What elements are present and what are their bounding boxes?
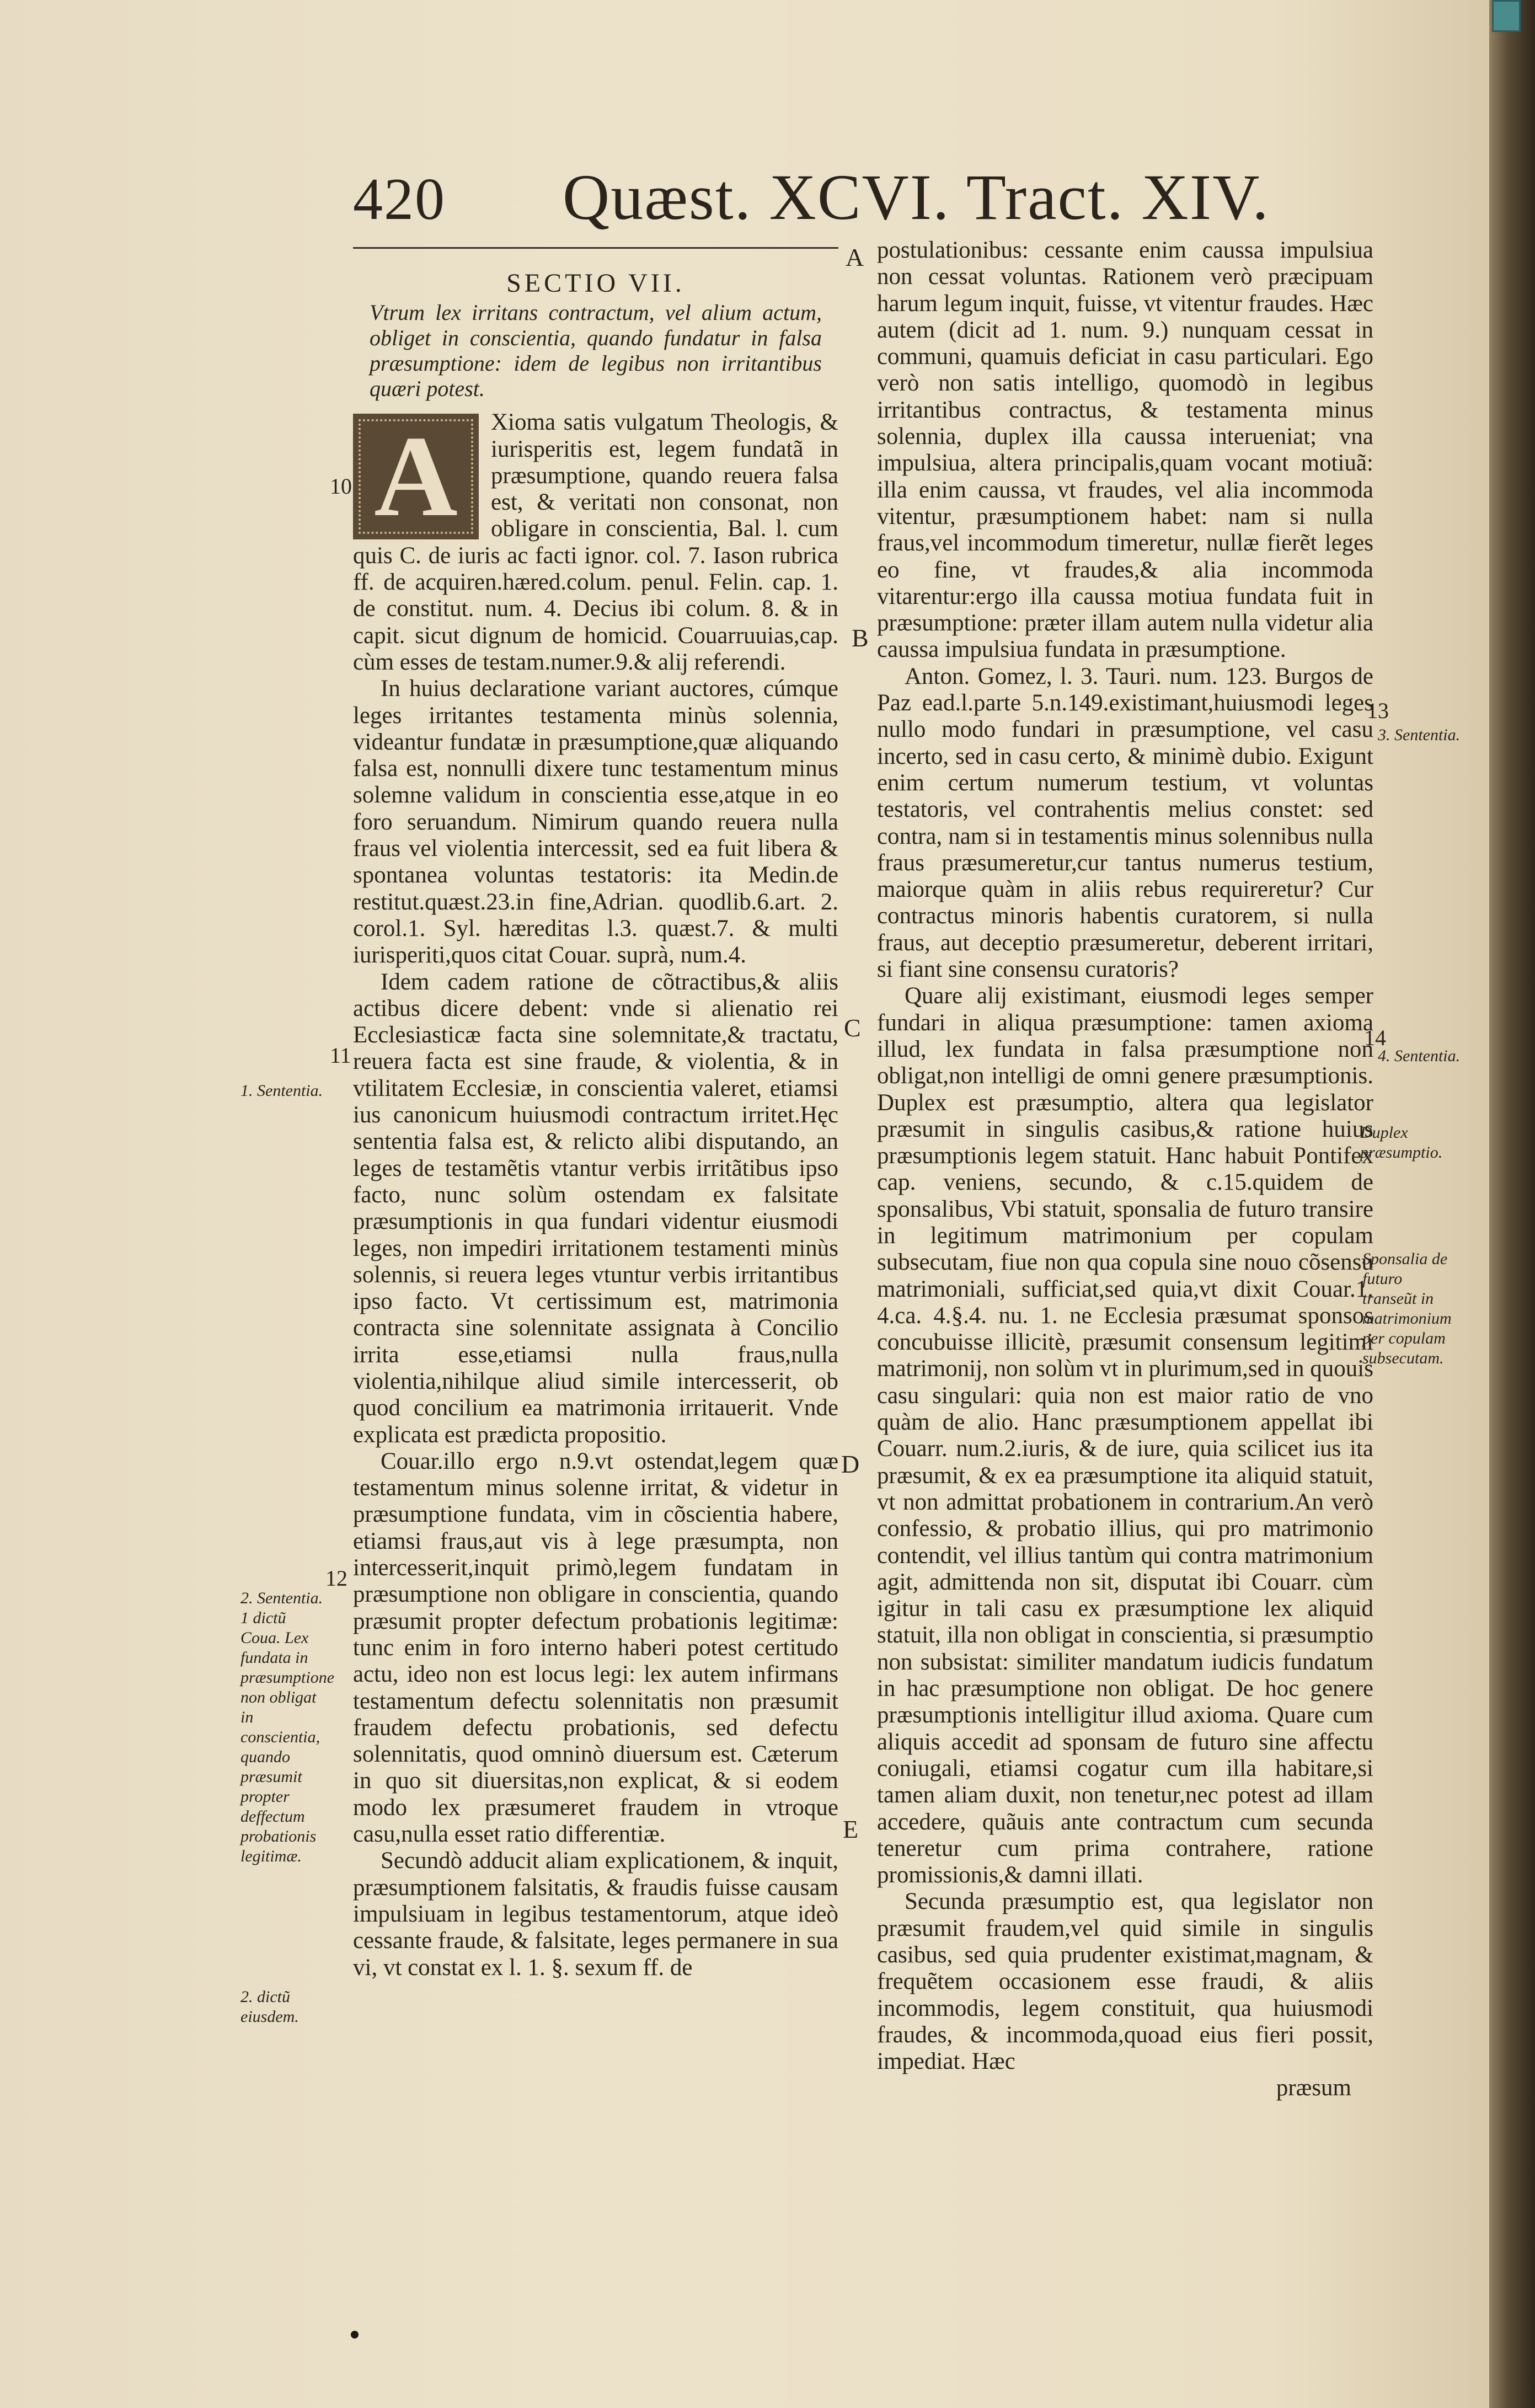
paragraph: Anton. Gomez, l. 3. Tauri. num. 123. Burgos de Paz ead.l.parte 5.n.149.existimant,huiusmodi leges nullo modo fundari in præsumptione, vel casu incerto, sed in casu certo, & minimè dubio. Exigunt enim certum numerum testium, vt voluntas testatoris, vel contrahentis melius constet: sed contra, nam si in testamentis minus solennibus nulla fraus præsumeretur,cur tantus numerus testium, maiorque quàm in aliis rebus requireretur? Cur contractus minoris habentis curatorem, si nulla fraus, aut deceptio præsumeretur, deberent irritari, si fiant sine consensu curatoris? [877, 663, 1373, 983]
margin-note-sponsalia: Sponsalia de futuro transeũt in matrimonium per copulam subsecutam. [1362, 1250, 1452, 1367]
axioma-text: Xioma satis vulgatum Theologis, & iurisperitis est, legem fundatã in præsumptione, quando reuera falsa est, & veritati non consonat, non obligare in conscientia, Bal. l. cum quis C. de iuris ac facti ignor. col. 7. Iason rubrica ff. de acquiren.hæred.colum. penul. Felin. cap. 1. de constitut. num. 4. Decius ibi colum. 8. & in capit. sicut dignum de homicid. Couarruuias,cap. cùm esses de testam.numer.9.& alij referendi. [353, 409, 838, 675]
margin-note-sententia-4: 4. Sententia. [1378, 1047, 1461, 1065]
paragraph-number-12: 12 [325, 1566, 347, 1591]
paragraph: Idem cadem ratione de cõtractibus,& aliis actibus dicere debent: vnde si alienatio rei Ecclesiasticæ facta sine solemnitate,& tractatu, reuera facta est sine fraude, & violentia, & in vtilitatem Ecclesiæ, in conscientia valeret, etiamsi ius canonicum huiusmodi contractum irritet.Hęc sententia falsa est, & relicto alibi disputando, an leges de testamẽtis vtantur verbis irritãtibus ipso facto, nunc solùm ostendam ex falsitate præsumptionis in qua fundari videntur eiusmodi leges, non impediri irritationem testamenti minùs solennis, si reuera leges vtuntur verbis irritantibus ipso facto. Vt certissimum est, matrimonia contracta sine solennitate assignata à Concilio irrita esse,etiamsi nulla fraus,nulla violentia,nihilque aliud simile intercesserit, ob quod concilium ea matrimonia irritauerit. Vnde explicata est prædicta propositio. [353, 968, 838, 1448]
paragraph-number-10: 10 [330, 474, 352, 499]
paragraph-axioma [353, 409, 838, 676]
header-rule [353, 247, 838, 249]
margin-letter-b: B [852, 624, 869, 652]
column-right [877, 237, 1373, 2102]
paragraph: Couar.illo ergo n.9.vt ostendat,legem quæ testamentum minus solenne irritat, & videtur in præsumptione fundata, vim in cõscientia habere, etiamsi fraus,aut vis à lege præsumpta, non intercesserit,inquit primò,legem fundatam in præsumptione non obligare in conscientia, quando præsumit propter defectum probationis legitimæ: tunc enim in foro interno haberi potest certitudo actu, ideo non est locus legi: lex autem infirmans testamentum defectu solennitatis non præsumit fraudem defectu probationis, sed defectu solennitatis, quod omninò diuersum est. Cæterum in quo sit diuersitas,non explicat, & si eodem modo lex præsumeret fraudem in vtroque casu,nulla esset ratio differentiæ. [353, 1448, 838, 1848]
margin-letter-e: E [843, 1815, 859, 1843]
margin-note-sententia-3: 3. Sententia. [1378, 726, 1461, 744]
catchword: præsum [1276, 2075, 1351, 2101]
paragraph: Quare alij existimant, eiusmodi leges semper fundari in aliqua præsumptione: tamen axioma illud, lex fundata in falsa præsumptione non obligat,non intelligi de omni genere præsumptionis. Duplex est præsumptio, altera qua legislator præsumit in singulis casibus,& ratione huius præsumptionis legem statuit. Hanc habuit Pontifex cap. veniens, secundo, & c.15.quidem de sponsalibus, Vbi statuit, sponsalia de futuro transire in legitimum matrimonium per copulam subsecutam, fiue non qua copula sine nouo cõsensu matrimoniali, sufficiat,sed quia,vt dixit Couar.1. 4.ca. 4.§.4. nu. 1. ne Ecclesia præsumat sponsos concubuisse illicitè, præsumit consensum legitimi matrimonij, non solùm vt in plurimum,sed in quouis casu singulari: quia non est maior ratio de vno quàm de alio. Hanc præsumptionem appellat ibi Couarr. num.2.iuris, & de iure, quia scilicet ius ita præsumit, & ex ea præsumptione ita aliquid statuit, vt non admittat probationem in contrarium.An verò confessio, & probatio illius, qui pro matrimonio contendit, vel illius tantùm qui contra matrimonium agit, admittenda non sit, disputat ibi Couarr. cùm igitur in tali casu ex præsumptione lex aliquid statuit, illa non obligat in conscientia, si præsumptio non subsistat: similiter mandatum iudicis fundatum in hac præsumptione non obligat. De hoc genere præsumptionis intelligitur illud axioma. Quare cum aliquis accedit ad sponsam de futuro sine affectu coniugali, etiamsi cogatur cum illa habitare,si tamen aliam duxit, non tenetur,nec potest ad illam accedere, quãuis ante contractum cum secunda teneretur cum prima contrahere, ratione promissionis,& damni illati. [877, 983, 1373, 1888]
ink-dot [351, 2331, 359, 2339]
margin-note-duplex: Duplex præsumptio. [1360, 1123, 1443, 1162]
book-spine [1489, 0, 1535, 2408]
paragraph-number-11: 11 [330, 1043, 351, 1068]
margin-letter-a: A [846, 243, 864, 271]
paragraph: In huius declaratione variant auctores, cúmque leges irritantes testamenta minùs solennia, videantur fundatæ in præsumptione,quæ aliquando falsa est, nonnulli dixere tunc testamentum minus solemne validum in conscientia esse,atque in eo foro seruandum. Nimirum quando reuera nulla fraus vel violentia intercessit, sed ea fuit libera & spontanea voluntas testatoris: ita Medin.de restitut.quæst.23.in fine,Adrian. quodlib.6.art. 2. corol.1. Syl. hæreditas l.3. quæst.7. & multi iurisperiti,quos citat Couar. suprà, num.4. [353, 676, 838, 968]
paragraph: Secunda præsumptio est, qua legislator non præsumit fraudem,vel quid simile in singulis casibus, sed quia prudenter existimat,magnam, & frequẽtem occasionem esse fraudi, & aliis incommodis, legem constituit, qua huiusmodi fraudes, & incommoda,quoad eius fieri possit, impediat. Hæc [877, 1888, 1373, 2075]
margin-letter-c: C [844, 1014, 861, 1042]
section-question: Vtrum lex irritans contractum, vel alium actum, obliget in conscientia, quando fundatur in falsa præsumptione: idem de legibus non irritantibus quæri potest. [370, 300, 822, 402]
running-title: Quæst. XCVI. Tract. XIV. [563, 161, 1270, 233]
page-number: 420 [353, 167, 446, 232]
paragraph: Secundò adducit aliam explicationem, & inquit, præsumptionem falsitatis, & fraudis fuisse causam impulsiuam in legibus testamentorum, atque ideò cessante fraude, & falsitate, leges permanere in sua vi, vt constat ex l. 1. §. sexum ff. de [353, 1848, 838, 1981]
column-left [353, 259, 838, 1981]
margin-letter-d: D [841, 1450, 860, 1478]
dropcap-initial: A [353, 414, 479, 539]
margin-note-sententia-2: 2. Sententia. 1 dictũ Coua. Lex fundata in præsumptione non obligat in conscientia, quando præsumit propter deffectum probationis legitimæ. [240, 1589, 335, 1865]
paragraph-number-13: 13 [1367, 698, 1389, 723]
page-clip [1492, 0, 1521, 32]
paragraph-number-14: 14 [1364, 1025, 1386, 1050]
section-title: SECTIO VII. [506, 269, 685, 298]
paragraph: postulationibus: cessante enim caussa impulsiua non cessat voluntas. Rationem verò præcipuam harum legum inquit, fuisse, vt vitentur fraudes. Hæc autem (dicit ad 1. num. 9.) nunquam cessat in communi, quamuis deficiat in casu particulari. Ego verò non satis intelligo, quomodò in legibus irritantibus contractus, & testamenta minus solennia, duplex illa caussa interueniat; vna impulsiua, altera principalis,quam vocant motiuã: illa enim caussa, vt fraudes, vel alia incommoda vitentur, præsumptionem habet: nam si nulla fraus,vel incommodum timeretur, nullæ fierẽt leges eo fine, vt fraudes,& alia incommoda vitarentur:ergo illa caussa motiua fundata fuit in præsumptione: præter illam autem nulla videtur alia caussa impulsiua fundata in præsumptione. [877, 237, 1373, 663]
margin-note-sententia-1: 1. Sententia. [240, 1082, 323, 1100]
page-header [353, 154, 1291, 237]
margin-note-dictum-2: 2. dictũ eiusdem. [240, 1988, 299, 2026]
